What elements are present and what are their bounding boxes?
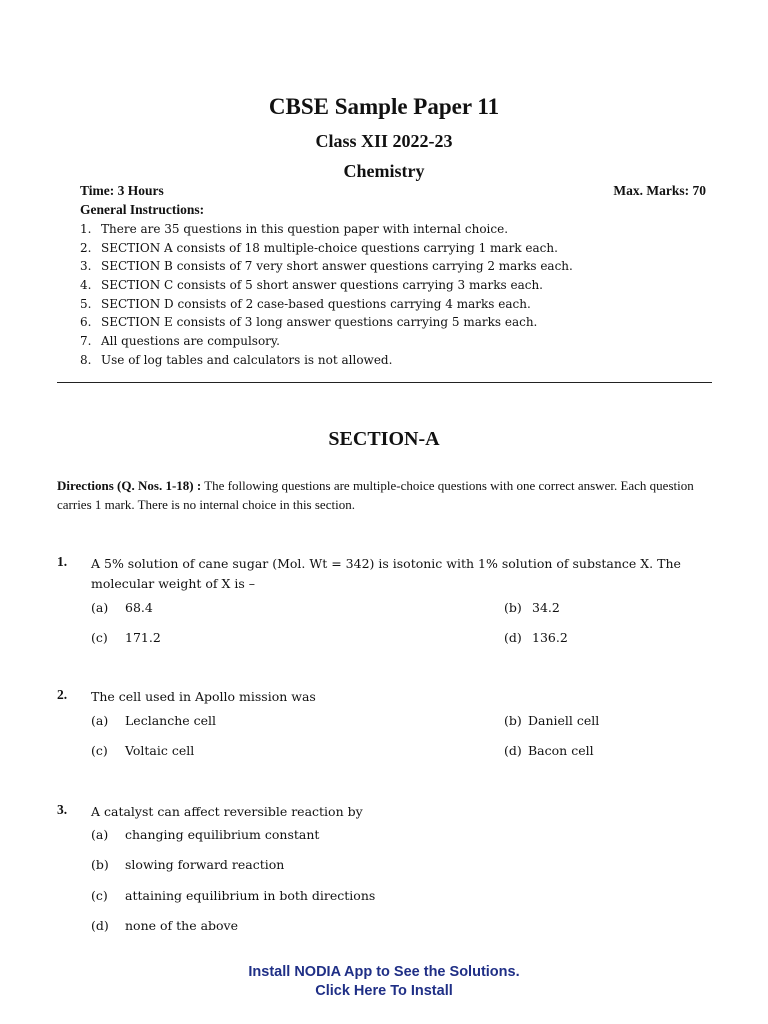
instruction-item: 7. All questions are compulsory.: [80, 334, 280, 349]
option-3d[interactable]: (d) none of the above: [91, 918, 239, 933]
question-text: A 5% solution of cane sugar (Mol. Wt = 342) is isotonic with 1% solution of substance X. The molecular weight of X is –: [91, 556, 681, 591]
directions-text: The following questions are multiple-choice questions with one correct answer. Each question carries 1 mark. There is no internal choice in this section.: [57, 478, 694, 512]
class-year: Class XII 2022-23: [315, 131, 453, 151]
option-1d[interactable]: (d) 136.2: [504, 630, 568, 645]
question-2: [57, 687, 717, 707]
instruction-item: 2. SECTION A consists of 18 multiple-choice questions carrying 1 mark each.: [80, 240, 558, 255]
instruction-item: 5. SECTION D consists of 2 case-based questions carrying 4 marks each.: [80, 296, 531, 311]
install-here-link[interactable]: Click Here To Install: [315, 983, 453, 999]
question-1: [57, 554, 717, 594]
instructions-list: [80, 220, 720, 370]
instruction-item: 4. SECTION C consists of 5 short answer questions carrying 3 marks each.: [80, 278, 543, 293]
question-number: 1.: [57, 554, 68, 569]
question-number: 2.: [57, 687, 68, 702]
install-app-link[interactable]: Install NODIA App to See the Solutions.: [248, 964, 520, 980]
divider: [57, 382, 712, 383]
instructions-heading: General Instructions:: [80, 202, 205, 217]
time-allowed: Time: 3 Hours: [80, 183, 164, 198]
instruction-item: 6. SECTION E consists of 3 long answer questions carrying 5 marks each.: [80, 315, 538, 330]
instruction-item: 1. There are 35 questions in this question paper with internal choice.: [80, 222, 509, 236]
option-2a[interactable]: (a) Leclanche cell: [91, 713, 217, 728]
option-2b[interactable]: (b) Daniell cell: [504, 713, 600, 728]
question-number: 3.: [57, 802, 68, 817]
option-1b[interactable]: (b) 34.2: [504, 600, 560, 615]
question-text: A catalyst can affect reversible reaction by: [91, 804, 363, 819]
section-directions: [57, 476, 717, 514]
question-3: [57, 802, 717, 822]
question-text: The cell used in Apollo mission was: [91, 689, 316, 704]
option-1c[interactable]: (c) 171.2: [91, 630, 161, 645]
subject-title: Chemistry: [343, 161, 425, 181]
directions-label: Directions (Q. Nos. 1-18) :: [57, 478, 202, 493]
max-marks: Max. Marks: 70: [613, 183, 706, 198]
instruction-item: 8. Use of log tables and calculators is not allowed.: [80, 352, 393, 367]
instruction-item: 3. SECTION B consists of 7 very short answer questions carrying 2 marks each.: [80, 259, 573, 274]
option-1a[interactable]: (a) 68.4: [91, 600, 153, 615]
section-heading: SECTION-A: [328, 428, 440, 450]
option-3c[interactable]: (c) attaining equilibrium in both directions: [91, 888, 376, 903]
option-2c[interactable]: (c) Voltaic cell: [91, 743, 195, 758]
option-3a[interactable]: (a) changing equilibrium constant: [91, 827, 320, 842]
option-2d[interactable]: (d) Bacon cell: [504, 743, 594, 758]
paper-title: CBSE Sample Paper 11: [268, 94, 500, 119]
option-3b[interactable]: (b) slowing forward reaction: [91, 857, 285, 872]
